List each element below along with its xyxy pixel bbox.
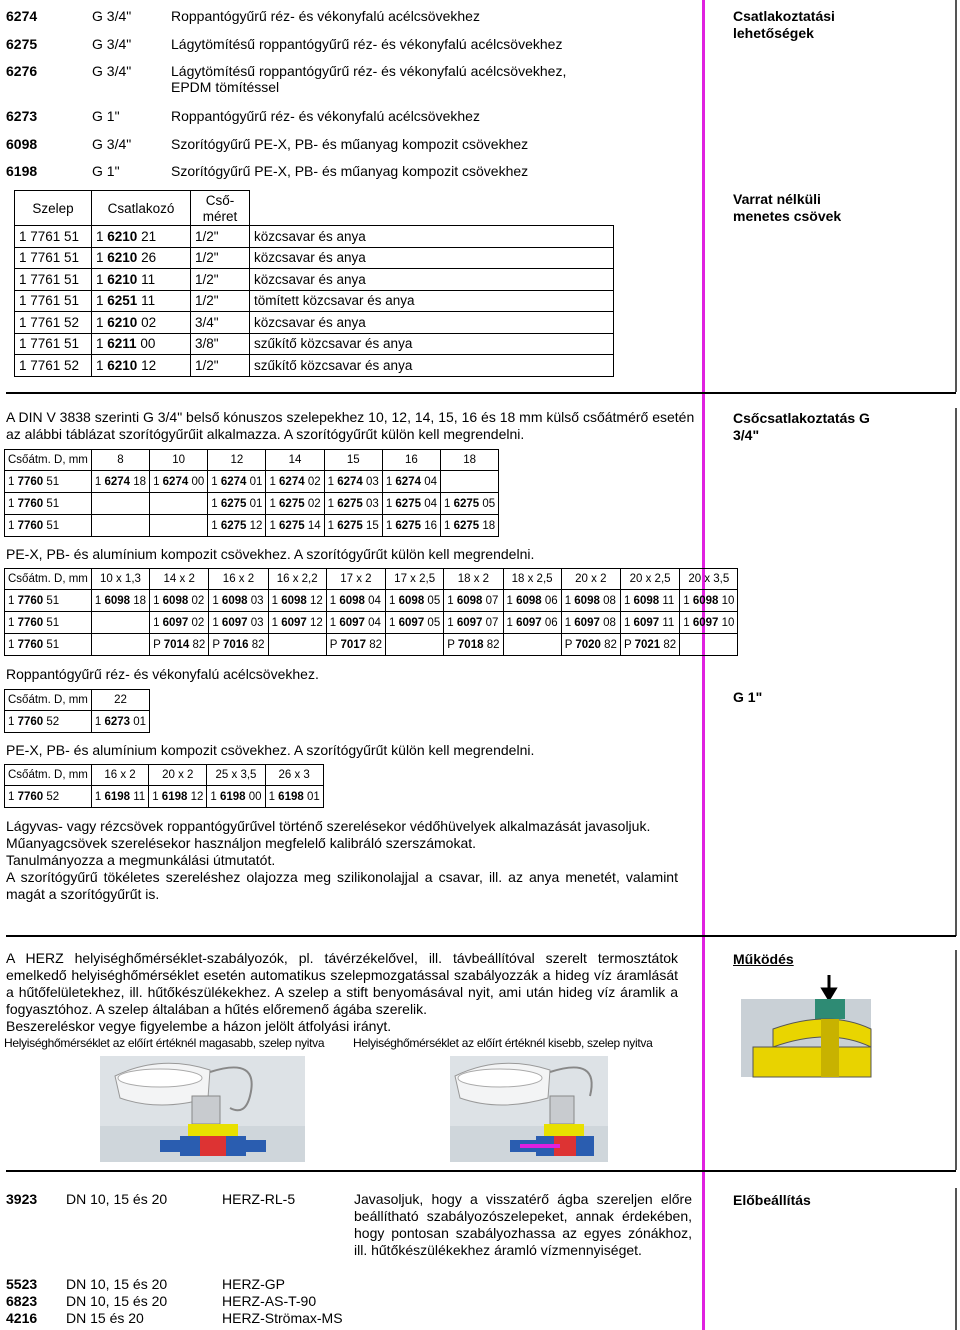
table-cell: 1 6098 12	[268, 590, 326, 612]
note-line: Tanulmányozza a megmunkálási útmutatót.	[6, 852, 276, 868]
table-cell: 1 7760 52	[5, 786, 92, 808]
table-header-cell: 20 x 2,5	[620, 569, 679, 590]
table-cell: 1 6097 04	[326, 612, 385, 634]
pex-line-2: PE-X, PB- és alumínium kompozit csövekhez. A szorítógyűrűt külön kell megrendelni.	[6, 742, 535, 758]
table-header-cell: 17 x 2,5	[386, 569, 444, 590]
product-name: HERZ-AS-T-90	[222, 1293, 317, 1309]
table-header-cell: 10 x 1,3	[91, 569, 149, 590]
table-cell: 1 6274 18	[91, 471, 149, 493]
product-desc: Lágytömítésű roppantógyűrű réz- és vékonyfalú acélcsövekhez,	[171, 63, 567, 79]
table-cell: 1 7760 51	[5, 471, 92, 493]
table-cell: 1 6097 08	[561, 612, 620, 634]
product-desc: Roppantógyűrű réz- és vékonyfalú acélcsövekhez	[171, 8, 480, 24]
presetting-description: Javasoljuk, hogy a visszatérő ágba szereljen előre beállítható szabályozószelepeket, annak érdekében, hogy pontosan szabályozhassa az egyes zónákhoz, ill. hűtőkészülékekhez áramló vízmennyiséget.	[354, 1191, 692, 1258]
table-cell	[150, 515, 208, 537]
table-cell	[680, 634, 738, 656]
note-line: Műanyagcsövek szerelésekor használjon megfelelő kalibráló szerszámokat.	[6, 835, 477, 851]
table-row	[5, 711, 150, 733]
table-cell: 1 6198 01	[265, 786, 323, 808]
product-name: HERZ-Strömax-MS	[222, 1310, 343, 1326]
table-cell	[441, 471, 499, 493]
product-desc: Szorítógyűrű PE-X, PB- és műanyag kompozit csövekhez	[171, 163, 529, 179]
table-header-row	[5, 765, 324, 786]
table-cell: 1 6097 11	[620, 612, 679, 634]
table-cell: 1 6097 10	[680, 612, 738, 634]
table-header-cell: 26 x 3	[265, 765, 323, 786]
table-header-cell: 16 x 2	[209, 569, 268, 590]
side-heading-pipe-connection: Csőcsatlakoztatás G 3/4"	[733, 410, 870, 443]
table-cell: P 7014 82	[150, 634, 209, 656]
table-cell: 1 7760 51	[5, 612, 92, 634]
product-code: 4216	[6, 1310, 38, 1326]
compression-ring-table-b	[4, 568, 738, 656]
side-heading-operation: Működés	[733, 951, 794, 967]
thermostat-valve-illustration-left	[100, 1056, 305, 1162]
table-header-cell: 20 x 2	[561, 569, 620, 590]
product-code: 6276	[6, 63, 38, 79]
table-header-row	[5, 569, 738, 590]
table-cell: P 7020 82	[561, 634, 620, 656]
product-dn: DN 15 és 20	[66, 1310, 144, 1326]
product-name: HERZ-GP	[222, 1276, 285, 1292]
table-cell: 1 6097 06	[503, 612, 561, 634]
table-cell: 1 6274 03	[324, 471, 382, 493]
product-size: G 3/4"	[92, 36, 132, 52]
table-cell: 1 6274 01	[208, 471, 266, 493]
table-row: 1 7761 52 1 6210 12 1/2" szűkítő közcsavar és anya	[15, 355, 614, 377]
table-header-cell: 25 x 3,5	[207, 765, 265, 786]
table-cell: 1 7760 51	[5, 515, 92, 537]
table-header-cell: 18	[441, 450, 499, 471]
intro-paragraph: A DIN V 3838 szerinti G 3/4" belső kónuszos szelepekhez 10, 12, 14, 15, 16 és 18 mm külső csőátmérő esetén az alábbi táblázat szorítógyűrűit alkalmazza. A szorítógyűrűt külön kell megrendelni.	[6, 409, 695, 442]
table-header-row	[5, 450, 499, 471]
table-cell: 1 6098 10	[680, 590, 738, 612]
table-header-cell: 16	[382, 450, 440, 471]
table-row	[5, 612, 738, 634]
table-cell: 1 6097 02	[150, 612, 209, 634]
product-desc: Roppantógyűrű réz- és vékonyfalú acélcsövekhez	[171, 108, 480, 124]
compression-ring-table-c	[4, 689, 150, 733]
table-cell: 1 7760 52	[5, 711, 92, 733]
thermostat-valve-illustration-right	[450, 1056, 608, 1162]
table-cell	[268, 634, 326, 656]
table-cell: 1 6274 00	[150, 471, 208, 493]
table-cell: 1 6275 04	[382, 493, 440, 515]
product-size: G 1"	[92, 108, 120, 124]
table-row: 1 7761 51 1 6251 11 1/2" tömített közcsavar és anya	[15, 290, 614, 312]
table-cell	[91, 634, 149, 656]
table-cell: 1 6198 00	[207, 786, 265, 808]
table-header-cell: Csőátm. D, mm	[5, 765, 92, 786]
table-cell: 1 6097 07	[444, 612, 503, 634]
table-cell	[91, 493, 149, 515]
product-name: HERZ-RL-5	[222, 1191, 296, 1207]
caption-left: Helyiséghőmérséklet az előírt értéknél magasabb, szelep nyitva	[4, 1036, 325, 1050]
table-cell: 1 6198 12	[149, 786, 207, 808]
product-code: 6098	[6, 136, 38, 152]
table-cell: 1 6275 18	[441, 515, 499, 537]
table-cell	[91, 612, 149, 634]
table-row: 1 7761 51 1 6211 00 3/8" szűkítő közcsavar és anya	[15, 333, 614, 355]
valve-stem-illustration	[733, 969, 873, 1079]
table-cell: 1 6098 07	[444, 590, 503, 612]
operation-text: Beszereléskor vegye figyelembe a házon jelölt átfolyási irányt.	[6, 1018, 392, 1034]
table-cell: 1 6098 02	[150, 590, 209, 612]
product-code: 5523	[6, 1276, 38, 1292]
table-header-cell: 17 x 2	[326, 569, 385, 590]
pex-line: PE-X, PB- és alumínium kompozit csövekhez. A szorítógyűrűt külön kell megrendelni.	[6, 546, 535, 562]
table-row	[5, 471, 499, 493]
table-cell	[386, 634, 444, 656]
table-row: 1 7761 51 1 6210 21 1/2" közcsavar és anya	[15, 226, 614, 248]
table-cell: 1 6275 05	[441, 493, 499, 515]
table-header-cell: 10	[150, 450, 208, 471]
table-header-cell: 12	[208, 450, 266, 471]
table-header-cell: Szelep	[15, 191, 92, 226]
table-cell: 1 6273 01	[91, 711, 149, 733]
table-cell: 1 6098 04	[326, 590, 385, 612]
product-code: 6273	[6, 108, 38, 124]
table-cell: 1 6098 08	[561, 590, 620, 612]
table-header-cell: Csőátm. D, mm	[5, 690, 92, 711]
table-cell: 1 6275 12	[208, 515, 266, 537]
table-cell: 1 6097 05	[386, 612, 444, 634]
product-code: 6274	[6, 8, 38, 24]
table-cell: 1 6275 01	[208, 493, 266, 515]
magenta-divider	[702, 0, 705, 1330]
table-cell: P 7016 82	[209, 634, 268, 656]
product-dn: DN 10, 15 és 20	[66, 1276, 168, 1292]
table-cell: 1 7760 51	[5, 590, 92, 612]
product-code: 6823	[6, 1293, 38, 1309]
table-header-cell: 18 x 2,5	[503, 569, 561, 590]
product-size: G 1"	[92, 163, 120, 179]
section-divider	[6, 935, 956, 937]
valve-table	[14, 190, 614, 377]
table-header-row	[15, 191, 614, 226]
table-cell: 1 6098 06	[503, 590, 561, 612]
table-cell: 1 6275 16	[382, 515, 440, 537]
table-cell: 1 6097 12	[268, 612, 326, 634]
compression-ring-table-d	[4, 764, 324, 808]
table-header-cell: 14 x 2	[150, 569, 209, 590]
table-cell: 1 6275 02	[266, 493, 324, 515]
table-cell: 1 6275 15	[324, 515, 382, 537]
side-heading-g1: G 1"	[733, 689, 763, 705]
product-code: 6198	[6, 163, 38, 179]
table-cell: 1 7760 51	[5, 493, 92, 515]
table-row: 1 7761 52 1 6210 02 3/4" közcsavar és anya	[15, 312, 614, 334]
product-code: 6275	[6, 36, 38, 52]
right-edge-line	[955, 1188, 957, 1330]
table-cell: 1 6097 03	[209, 612, 268, 634]
product-desc: Lágytömítésű roppantógyűrű réz- és vékonyfalú acélcsövekhez	[171, 36, 563, 52]
table-cell: 1 6098 03	[209, 590, 268, 612]
operation-block	[6, 950, 678, 1035]
product-desc: EPDM tömítéssel	[171, 79, 280, 95]
table-header-cell: Cső- méret	[191, 191, 250, 226]
table-cell: P 7018 82	[444, 634, 503, 656]
table-header-cell: 20 x 2	[149, 765, 207, 786]
note-line: Lágyvas- vagy rézcsövek roppantógyűrűvel történő szerelésekor védőhüvelyek alkalmazását javasoljuk.	[6, 818, 651, 834]
caption-right: Helyiséghőmérséklet az előírt értéknél kisebb, szelep nyitva	[353, 1036, 653, 1050]
table-cell	[91, 515, 149, 537]
right-edge-line	[955, 0, 957, 392]
table-cell: 1 6274 02	[266, 471, 324, 493]
table-cell	[150, 493, 208, 515]
table-cell: 1 7760 51	[5, 634, 92, 656]
side-heading-connections: Csatlakoztatási lehetőségek	[733, 8, 835, 41]
table-header-cell: Csatlakozó	[92, 191, 191, 226]
side-heading-seamless: Varrat nélküli menetes csövek	[733, 191, 842, 224]
product-code: 3923	[6, 1191, 38, 1207]
table-header-cell	[250, 191, 614, 226]
product-desc: Szorítógyűrű PE-X, PB- és műanyag kompozit csövekhez	[171, 136, 529, 152]
table-cell: 1 6198 11	[91, 786, 148, 808]
table-header-cell: Csőátm. D, mm	[5, 569, 92, 590]
product-size: G 3/4"	[92, 136, 132, 152]
table-header-cell: 16 x 2	[91, 765, 148, 786]
table-row	[5, 515, 499, 537]
section-divider	[6, 392, 956, 394]
table-cell: 1 6274 04	[382, 471, 440, 493]
right-edge-line	[955, 408, 957, 936]
table-row	[5, 634, 738, 656]
right-edge-line	[955, 950, 957, 1170]
table-header-cell: 18 x 2	[444, 569, 503, 590]
table-header-cell: 8	[91, 450, 149, 471]
table-header-cell: 20 x 3,5	[680, 569, 738, 590]
product-dn: DN 10, 15 és 20	[66, 1293, 168, 1309]
side-heading-presetting: Előbeállítás	[733, 1192, 811, 1208]
table-row: 1 7761 51 1 6210 11 1/2" közcsavar és anya	[15, 269, 614, 291]
table-cell: 1 6098 11	[620, 590, 679, 612]
product-size: G 3/4"	[92, 63, 132, 79]
section-divider	[6, 1170, 956, 1172]
table-row	[5, 493, 499, 515]
table-header-cell: 22	[91, 690, 149, 711]
operation-text: A HERZ helyiséghőmérséklet-szabályozók, pl. távérzékelővel, ill. távbeállítóval szerelt termosztátok emelkedő helyiséghőmérséklet esetén automatikus szelepmozgatással szabályozzák a hideg víz áramlását a hűtőfelületekhez, ill. hűtőkészülékekhez. A szelep a stift benyomásával nyit, ami után hideg víz áramlik a fogyasztóhoz. A szelep általában a hűtés előremenő ágába szerelik.	[6, 950, 678, 1017]
table-cell: 1 6098 18	[91, 590, 149, 612]
notes-block	[6, 818, 678, 903]
product-size: G 3/4"	[92, 8, 132, 24]
table-cell	[503, 634, 561, 656]
table-cell: P 7017 82	[326, 634, 385, 656]
table-cell: 1 6275 03	[324, 493, 382, 515]
table-cell: 1 6098 05	[386, 590, 444, 612]
table-row: 1 7761 51 1 6210 26 1/2" közcsavar és anya	[15, 247, 614, 269]
table-row	[5, 786, 324, 808]
table-header-cell: 15	[324, 450, 382, 471]
table-header-row	[5, 690, 150, 711]
table-header-cell: 14	[266, 450, 324, 471]
compression-ring-table-a	[4, 449, 499, 537]
table-cell: 1 6275 14	[266, 515, 324, 537]
table-cell: P 7021 82	[620, 634, 679, 656]
roppanto-line: Roppantógyűrű réz- és vékonyfalú acélcsövekhez.	[6, 666, 319, 682]
table-row	[5, 590, 738, 612]
product-dn: DN 10, 15 és 20	[66, 1191, 168, 1207]
note-line: A szorítógyűrű tökéletes szereléshez olajozza meg szilikonolajjal a csavar, ill. az anya menetét, valamint magát a szorítógyűrűt is.	[6, 869, 678, 902]
table-header-cell: Csőátm. D, mm	[5, 450, 92, 471]
table-header-cell: 16 x 2,2	[268, 569, 326, 590]
